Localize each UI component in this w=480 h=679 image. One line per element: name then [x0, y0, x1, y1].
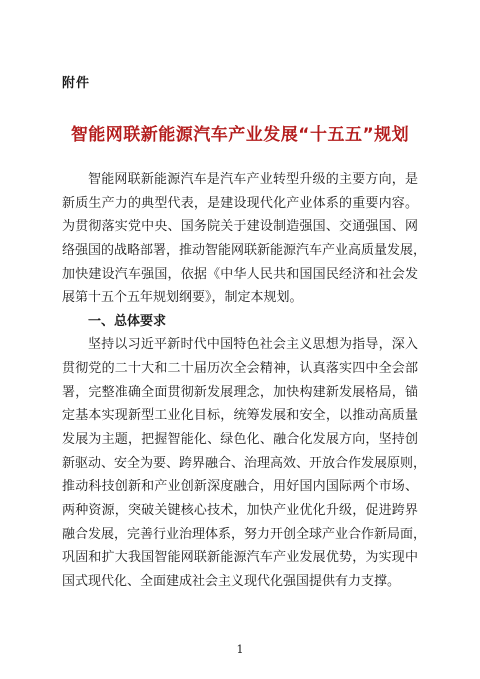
section-heading: 一、总体要求 [88, 313, 167, 329]
paragraph-line: 新驱动、安全为要、跨界融合、治理高效、开放合作发展原则， [62, 455, 427, 471]
paragraph-line: 推动科技创新和产业创新深度融合，用好国内国际两个市场、 [62, 479, 418, 495]
paragraph-line: 智能网联新能源汽车是汽车产业转型升级的主要方向，是 [88, 172, 418, 187]
paragraph-line: 为贯彻落实党中央、国务院关于建设制造强国、交通强国、网 [62, 219, 418, 235]
paragraph-line: 融合发展，完善行业治理体系，努力开创全球产业合作新局面， [62, 526, 427, 542]
paragraph-line: 贯彻党的二十大和二十届历次全会精神，认真落实四中全会部 [62, 361, 418, 377]
paragraph-line: 署，完整准确全面贯彻新发展理念，加快构建新发展格局，锚 [62, 384, 418, 400]
paragraph-line: 定基本实现新型工业化目标，统筹发展和安全，以推动高质量 [62, 408, 418, 424]
paragraph-line: 国式现代化、全面建成社会主义现代化强国提供有力支撑。 [62, 573, 401, 589]
paragraph-line: 展第十五个五年规划纲要》，制定本规划。 [62, 290, 303, 306]
document-body [62, 168, 427, 594]
paragraph-line: 加快建设汽车强国，依据《中华人民共和国国民经济和社会发 [62, 266, 418, 282]
paragraph-line: 新质生产力的典型代表，是建设现代化产业体系的重要内容。 [62, 195, 418, 211]
page-number: 1 [236, 643, 244, 656]
paragraph-line: 发展为主题，把握智能化、绿色化、融合化发展方向，坚持创 [62, 432, 418, 448]
requirements-paragraph [62, 333, 427, 593]
paragraph-line: 坚持以习近平新时代中国特色社会主义思想为指导，深入 [88, 337, 418, 353]
paragraph-line: 两种资源，突破关键核心技术，加快产业优化升级，促进跨界 [62, 502, 418, 518]
attachment-label: 附件 [62, 76, 91, 91]
intro-paragraph [62, 168, 427, 310]
document-title: 智能网联新能源汽车产业发展“十五五”规划 [70, 125, 410, 145]
paragraph-line: 巩固和扩大我国智能网联新能源汽车产业发展优势，为实现中 [62, 550, 418, 566]
paragraph-line: 络强国的战略部署，推动智能网联新能源汽车产业高质量发展， [62, 242, 427, 258]
